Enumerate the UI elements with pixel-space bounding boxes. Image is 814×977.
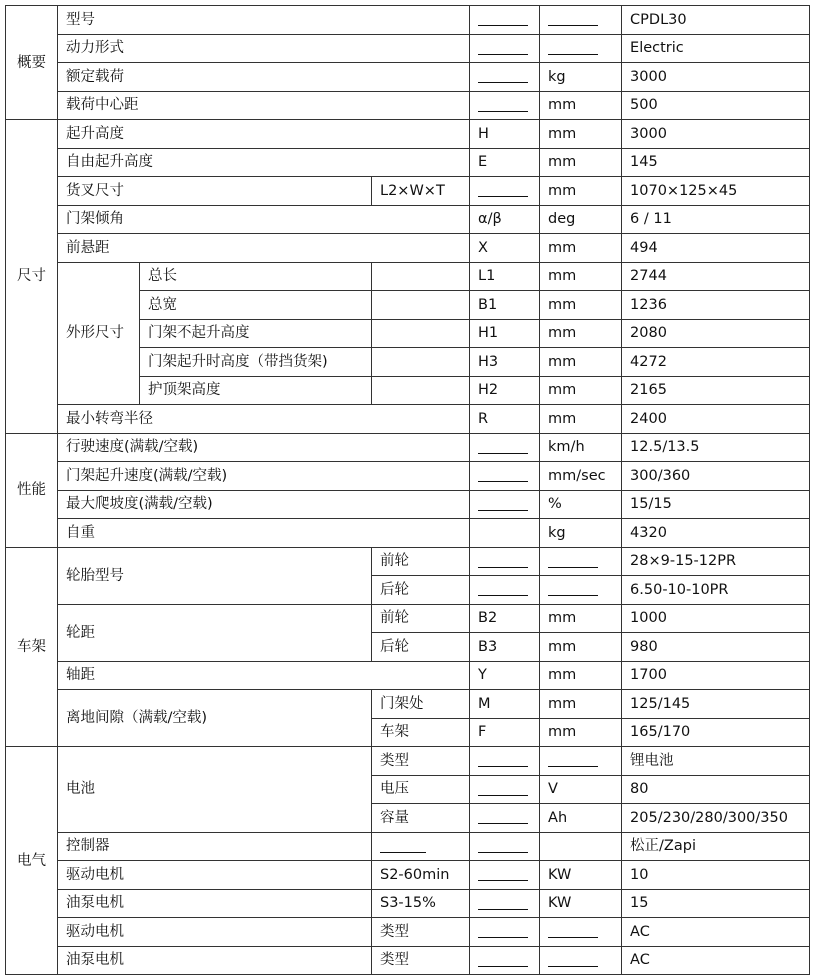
- row-value: 165/170: [622, 718, 810, 747]
- blank-line: [478, 70, 528, 83]
- table-row: [6, 661, 810, 690]
- unit-blank: [540, 747, 622, 776]
- row-value: CPDL30: [622, 6, 810, 35]
- row-unit: V: [540, 775, 622, 804]
- blank-line: [548, 754, 598, 767]
- row-value: 松正/Zapi: [622, 832, 810, 861]
- row-unit: mm: [540, 718, 622, 747]
- table-row: [6, 547, 810, 576]
- table-row: [6, 205, 810, 234]
- row-code: L1: [470, 262, 540, 291]
- code-blank: [470, 433, 540, 462]
- row-unit: mm: [540, 91, 622, 120]
- row-code: E: [470, 148, 540, 177]
- table-row: [6, 918, 810, 947]
- row-sub: 类型: [372, 747, 470, 776]
- row-unit: km/h: [540, 433, 622, 462]
- row-value: 494: [622, 234, 810, 263]
- table-row: [6, 861, 810, 890]
- row-label: 总长: [140, 262, 372, 291]
- row-code: F: [470, 718, 540, 747]
- row-unit: mm: [540, 633, 622, 662]
- row-value: 2400: [622, 405, 810, 434]
- row-sub: 类型: [372, 946, 470, 975]
- row-sub-empty: [372, 348, 470, 377]
- table-row: [6, 889, 810, 918]
- blank-line: [478, 754, 528, 767]
- row-unit: KW: [540, 861, 622, 890]
- row-sub: 车架: [372, 718, 470, 747]
- row-value: 15: [622, 889, 810, 918]
- row-value: 2165: [622, 376, 810, 405]
- table-row: [6, 6, 810, 35]
- row-label: 最小转弯半径: [58, 405, 470, 434]
- row-sub: 前轮: [372, 547, 470, 576]
- table-row: [6, 519, 810, 548]
- row-label: 前悬距: [58, 234, 470, 263]
- row-value: 3000: [622, 120, 810, 149]
- row-value: 锂电池: [622, 747, 810, 776]
- row-unit: mm: [540, 376, 622, 405]
- code-blank: [470, 34, 540, 63]
- row-unit: mm: [540, 604, 622, 633]
- row-sub: 前轮: [372, 604, 470, 633]
- code-blank: [470, 462, 540, 491]
- row-label: 动力形式: [58, 34, 470, 63]
- section-performance: 性能: [6, 433, 58, 547]
- row-code: R: [470, 405, 540, 434]
- row-group-label: 离地间隙（满载/空载): [58, 690, 372, 747]
- row-sub-empty: [372, 319, 470, 348]
- table-row: [6, 604, 810, 633]
- row-code: B1: [470, 291, 540, 320]
- blank-line: [548, 13, 598, 26]
- row-value: 145: [622, 148, 810, 177]
- row-label: 额定载荷: [58, 63, 470, 92]
- row-value: 28×9-15-12PR: [622, 547, 810, 576]
- row-sub: 后轮: [372, 633, 470, 662]
- row-code: Y: [470, 661, 540, 690]
- row-unit: mm: [540, 405, 622, 434]
- row-unit: mm: [540, 661, 622, 690]
- row-value: 12.5/13.5: [622, 433, 810, 462]
- blank-line: [478, 811, 528, 824]
- table-row: [6, 34, 810, 63]
- table-row: [6, 832, 810, 861]
- code-blank: [470, 91, 540, 120]
- row-label: 油泵电机: [58, 889, 372, 918]
- blank-line: [478, 42, 528, 55]
- code-blank: [470, 63, 540, 92]
- blank-line: [548, 555, 598, 568]
- row-group-label: 电池: [58, 747, 372, 833]
- row-code: H1: [470, 319, 540, 348]
- row-value: 125/145: [622, 690, 810, 719]
- row-value: 1000: [622, 604, 810, 633]
- row-value: AC: [622, 946, 810, 975]
- row-unit: mm: [540, 177, 622, 206]
- table-row: [6, 91, 810, 120]
- unit-empty: [540, 832, 622, 861]
- row-label: 行驶速度(满载/空载): [58, 433, 470, 462]
- blank-line: [478, 555, 528, 568]
- code-blank: [470, 918, 540, 947]
- unit-blank: [540, 918, 622, 947]
- blank-line: [380, 840, 426, 853]
- row-label: 控制器: [58, 832, 372, 861]
- row-unit: Ah: [540, 804, 622, 833]
- table-row: [6, 405, 810, 434]
- sub-blank: [372, 832, 470, 861]
- table-row: [6, 946, 810, 975]
- row-value: 205/230/280/300/350: [622, 804, 810, 833]
- section-electrical: 电气: [6, 747, 58, 975]
- row-value: 4272: [622, 348, 810, 377]
- row-unit: %: [540, 490, 622, 519]
- row-group-label: 轮胎型号: [58, 547, 372, 604]
- code-blank: [470, 889, 540, 918]
- row-value: 2080: [622, 319, 810, 348]
- row-unit: mm: [540, 120, 622, 149]
- blank-line: [548, 925, 598, 938]
- row-label: 门架倾角: [58, 205, 470, 234]
- row-value: 1236: [622, 291, 810, 320]
- row-unit: mm/sec: [540, 462, 622, 491]
- table-row: [6, 63, 810, 92]
- row-value: Electric: [622, 34, 810, 63]
- row-sub: 类型: [372, 918, 470, 947]
- row-sub: 后轮: [372, 576, 470, 605]
- row-label: 油泵电机: [58, 946, 372, 975]
- row-sub: S3-15%: [372, 889, 470, 918]
- unit-blank: [540, 547, 622, 576]
- code-blank: [470, 6, 540, 35]
- row-value: 3000: [622, 63, 810, 92]
- row-value: 1070×125×45: [622, 177, 810, 206]
- row-label: 驱动电机: [58, 861, 372, 890]
- code-blank: [470, 547, 540, 576]
- code-blank: [470, 804, 540, 833]
- row-code: H: [470, 120, 540, 149]
- row-unit: mm: [540, 319, 622, 348]
- row-sub-empty: [372, 291, 470, 320]
- code-blank: [470, 775, 540, 804]
- row-label: 起升高度: [58, 120, 470, 149]
- row-sub-empty: [372, 376, 470, 405]
- unit-blank: [540, 576, 622, 605]
- row-unit: kg: [540, 63, 622, 92]
- code-blank: [470, 747, 540, 776]
- code-blank: [470, 490, 540, 519]
- row-value: 4320: [622, 519, 810, 548]
- unit-blank: [540, 946, 622, 975]
- blank-line: [478, 99, 528, 112]
- code-empty: [470, 519, 540, 548]
- row-code: H2: [470, 376, 540, 405]
- row-unit: mm: [540, 262, 622, 291]
- row-value: 80: [622, 775, 810, 804]
- row-value: 1700: [622, 661, 810, 690]
- row-label: 门架起升速度(满载/空载): [58, 462, 470, 491]
- code-blank: [470, 177, 540, 206]
- table-row: [6, 177, 810, 206]
- blank-line: [478, 840, 528, 853]
- row-label: 自重: [58, 519, 470, 548]
- row-value: AC: [622, 918, 810, 947]
- row-sub: 电压: [372, 775, 470, 804]
- row-unit: KW: [540, 889, 622, 918]
- row-unit: mm: [540, 234, 622, 263]
- row-value: 10: [622, 861, 810, 890]
- blank-line: [478, 783, 528, 796]
- row-code: B2: [470, 604, 540, 633]
- row-label: 型号: [58, 6, 470, 35]
- row-code: X: [470, 234, 540, 263]
- blank-line: [548, 954, 598, 967]
- row-label: 护顶架高度: [140, 376, 372, 405]
- row-label: 自由起升高度: [58, 148, 470, 177]
- row-sub: 门架处: [372, 690, 470, 719]
- row-sub-empty: [372, 262, 470, 291]
- row-unit: mm: [540, 690, 622, 719]
- blank-line: [478, 868, 528, 881]
- row-unit: mm: [540, 148, 622, 177]
- blank-line: [478, 954, 528, 967]
- table-row: [6, 120, 810, 149]
- row-value: 500: [622, 91, 810, 120]
- row-label: 总宽: [140, 291, 372, 320]
- table-row: [6, 433, 810, 462]
- blank-line: [548, 42, 598, 55]
- code-blank: [470, 576, 540, 605]
- row-label: 门架起升时高度（带挡货架): [140, 348, 372, 377]
- row-code: H3: [470, 348, 540, 377]
- blank-line: [478, 469, 528, 482]
- row-value: 300/360: [622, 462, 810, 491]
- row-label: 轴距: [58, 661, 470, 690]
- table-row: [6, 262, 810, 291]
- row-label: 门架不起升高度: [140, 319, 372, 348]
- row-code: α/β: [470, 205, 540, 234]
- table-row: [6, 148, 810, 177]
- row-code: B3: [470, 633, 540, 662]
- code-blank: [470, 861, 540, 890]
- row-value: 15/15: [622, 490, 810, 519]
- row-label: 驱动电机: [58, 918, 372, 947]
- row-value: 6 / 11: [622, 205, 810, 234]
- blank-line: [478, 897, 528, 910]
- row-sub: S2-60min: [372, 861, 470, 890]
- table-row: [6, 462, 810, 491]
- row-sub: L2×W×T: [372, 177, 470, 206]
- row-code: M: [470, 690, 540, 719]
- row-unit: deg: [540, 205, 622, 234]
- blank-line: [478, 498, 528, 511]
- section-chassis: 车架: [6, 547, 58, 747]
- blank-line: [478, 184, 528, 197]
- blank-line: [478, 925, 528, 938]
- table-row: [6, 747, 810, 776]
- spec-table: [5, 5, 810, 975]
- row-value: 980: [622, 633, 810, 662]
- row-unit: mm: [540, 291, 622, 320]
- section-dimensions: 尺寸: [6, 120, 58, 434]
- blank-line: [478, 441, 528, 454]
- row-unit: mm: [540, 348, 622, 377]
- table-row: [6, 690, 810, 719]
- row-unit: kg: [540, 519, 622, 548]
- code-blank: [470, 832, 540, 861]
- row-value: 2744: [622, 262, 810, 291]
- blank-line: [478, 583, 528, 596]
- unit-blank: [540, 34, 622, 63]
- row-group-label: 外形尺寸: [58, 262, 140, 405]
- row-value: 6.50-10-10PR: [622, 576, 810, 605]
- code-blank: [470, 946, 540, 975]
- row-group-label: 轮距: [58, 604, 372, 661]
- table-row: [6, 234, 810, 263]
- row-label: 载荷中心距: [58, 91, 470, 120]
- blank-line: [478, 13, 528, 26]
- row-label: 最大爬坡度(满载/空载): [58, 490, 470, 519]
- row-sub: 容量: [372, 804, 470, 833]
- blank-line: [548, 583, 598, 596]
- section-overview: 概要: [6, 6, 58, 120]
- unit-blank: [540, 6, 622, 35]
- table-row: [6, 490, 810, 519]
- row-label: 货叉尺寸: [58, 177, 372, 206]
